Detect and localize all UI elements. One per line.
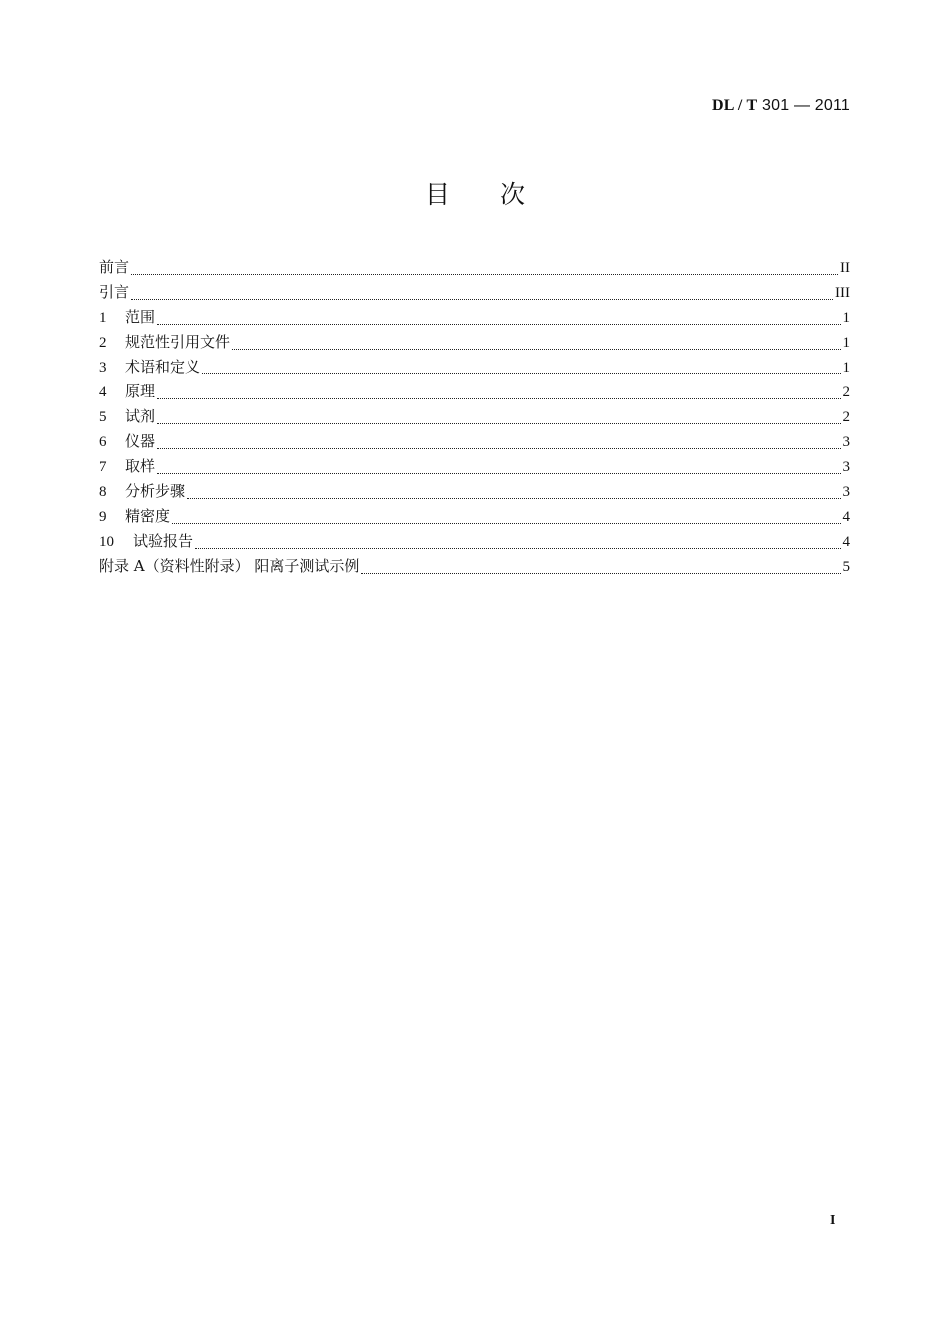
standard-code-prefix: DL / T [711,97,758,114]
toc-entry-introduction[interactable] [99,280,850,305]
toc-entry-page: 4 [842,508,850,525]
toc-entry-label: 规范性引用文件 [125,332,231,351]
toc-entry-text [99,504,170,530]
toc-entry-label: 术语和定义 [125,357,201,376]
toc-entry-page: 3 [842,484,850,501]
toc-entry-page: 1 [842,309,850,326]
toc-entry-8[interactable] [99,479,850,504]
toc-entry-page: 2 [842,409,850,426]
toc-entry-number: 10 [99,533,114,550]
toc-entry-annex-a[interactable] [99,554,850,579]
toc-entry-4[interactable] [99,379,850,404]
dot-leader [172,523,840,524]
toc-entry-number: 4 [99,384,107,401]
dot-leader [157,324,840,325]
toc-entry-text [99,379,155,405]
dot-leader [131,299,833,300]
toc-entry-text [99,429,155,455]
toc-entry-label: 原理 [125,382,156,401]
dot-leader [157,423,840,424]
toc-entry-text [99,355,200,381]
toc-entry-3[interactable] [99,355,850,380]
toc-entry-label: 精密度 [125,506,171,525]
dot-leader [195,548,840,549]
toc-entry-label: 试剂 [125,407,156,426]
toc-entry-text [99,305,155,331]
dot-leader [232,349,840,350]
toc-entry-text [99,479,185,505]
toc-entry-page: 3 [842,459,850,476]
toc-entry-page: 2 [842,384,850,401]
toc-entry-label: 引言 [99,282,130,301]
dot-leader [157,448,840,449]
toc-entry-5[interactable] [99,404,850,429]
table-of-contents [99,255,850,579]
toc-entry-page: 1 [842,334,850,351]
toc-entry-label: 试验报告 [133,531,194,550]
toc-entry-6[interactable] [99,429,850,454]
standard-code-number: 301 — 2011 [757,97,850,114]
toc-entry-text [99,404,155,430]
toc-entry-10[interactable] [99,529,850,554]
toc-entry-text [99,330,230,356]
toc-entry-text [99,454,155,480]
dot-leader [157,473,840,474]
dot-leader [202,373,840,374]
toc-entry-label: 前言 [99,258,130,276]
toc-entry-number: 1 [99,309,107,326]
standard-code [712,95,850,115]
dot-leader [157,398,840,399]
toc-entry-page: III [835,284,850,301]
toc-entry-2[interactable] [99,330,850,355]
toc-entry-1[interactable] [99,305,850,330]
footer-page-number: I [830,1213,836,1228]
dot-leader [361,573,840,574]
toc-entry-7[interactable] [99,454,850,479]
toc-entry-label: 附录 A（资料性附录） 阳离子测试示例 [99,556,360,575]
toc-entry-label: 仪器 [125,432,156,451]
dot-leader [187,498,840,499]
toc-entry-number: 8 [99,484,107,501]
toc-entry-label: 取样 [125,457,156,476]
toc-entry-label: 分析步骤 [125,482,186,501]
toc-entry-number: 9 [99,508,107,525]
toc-entry-number: 7 [99,459,107,476]
toc-entry-text [99,529,193,555]
toc-entry-9[interactable] [99,504,850,529]
toc-entry-page: 1 [842,359,850,376]
toc-entry-label: 范围 [125,307,156,326]
toc-entry-page: 3 [842,434,850,451]
toc-entry-page: II [840,260,850,276]
toc-entry-number: 3 [99,359,107,376]
dot-leader [131,274,838,275]
toc-entry-foreword[interactable] [99,255,850,280]
toc-entry-page: 4 [842,533,850,550]
toc-entry-number: 2 [99,334,107,351]
toc-entry-page: 5 [842,558,850,575]
toc-entry-number: 5 [99,409,107,426]
toc-entry-number: 6 [99,434,107,451]
page-title: 目次 [424,180,575,209]
